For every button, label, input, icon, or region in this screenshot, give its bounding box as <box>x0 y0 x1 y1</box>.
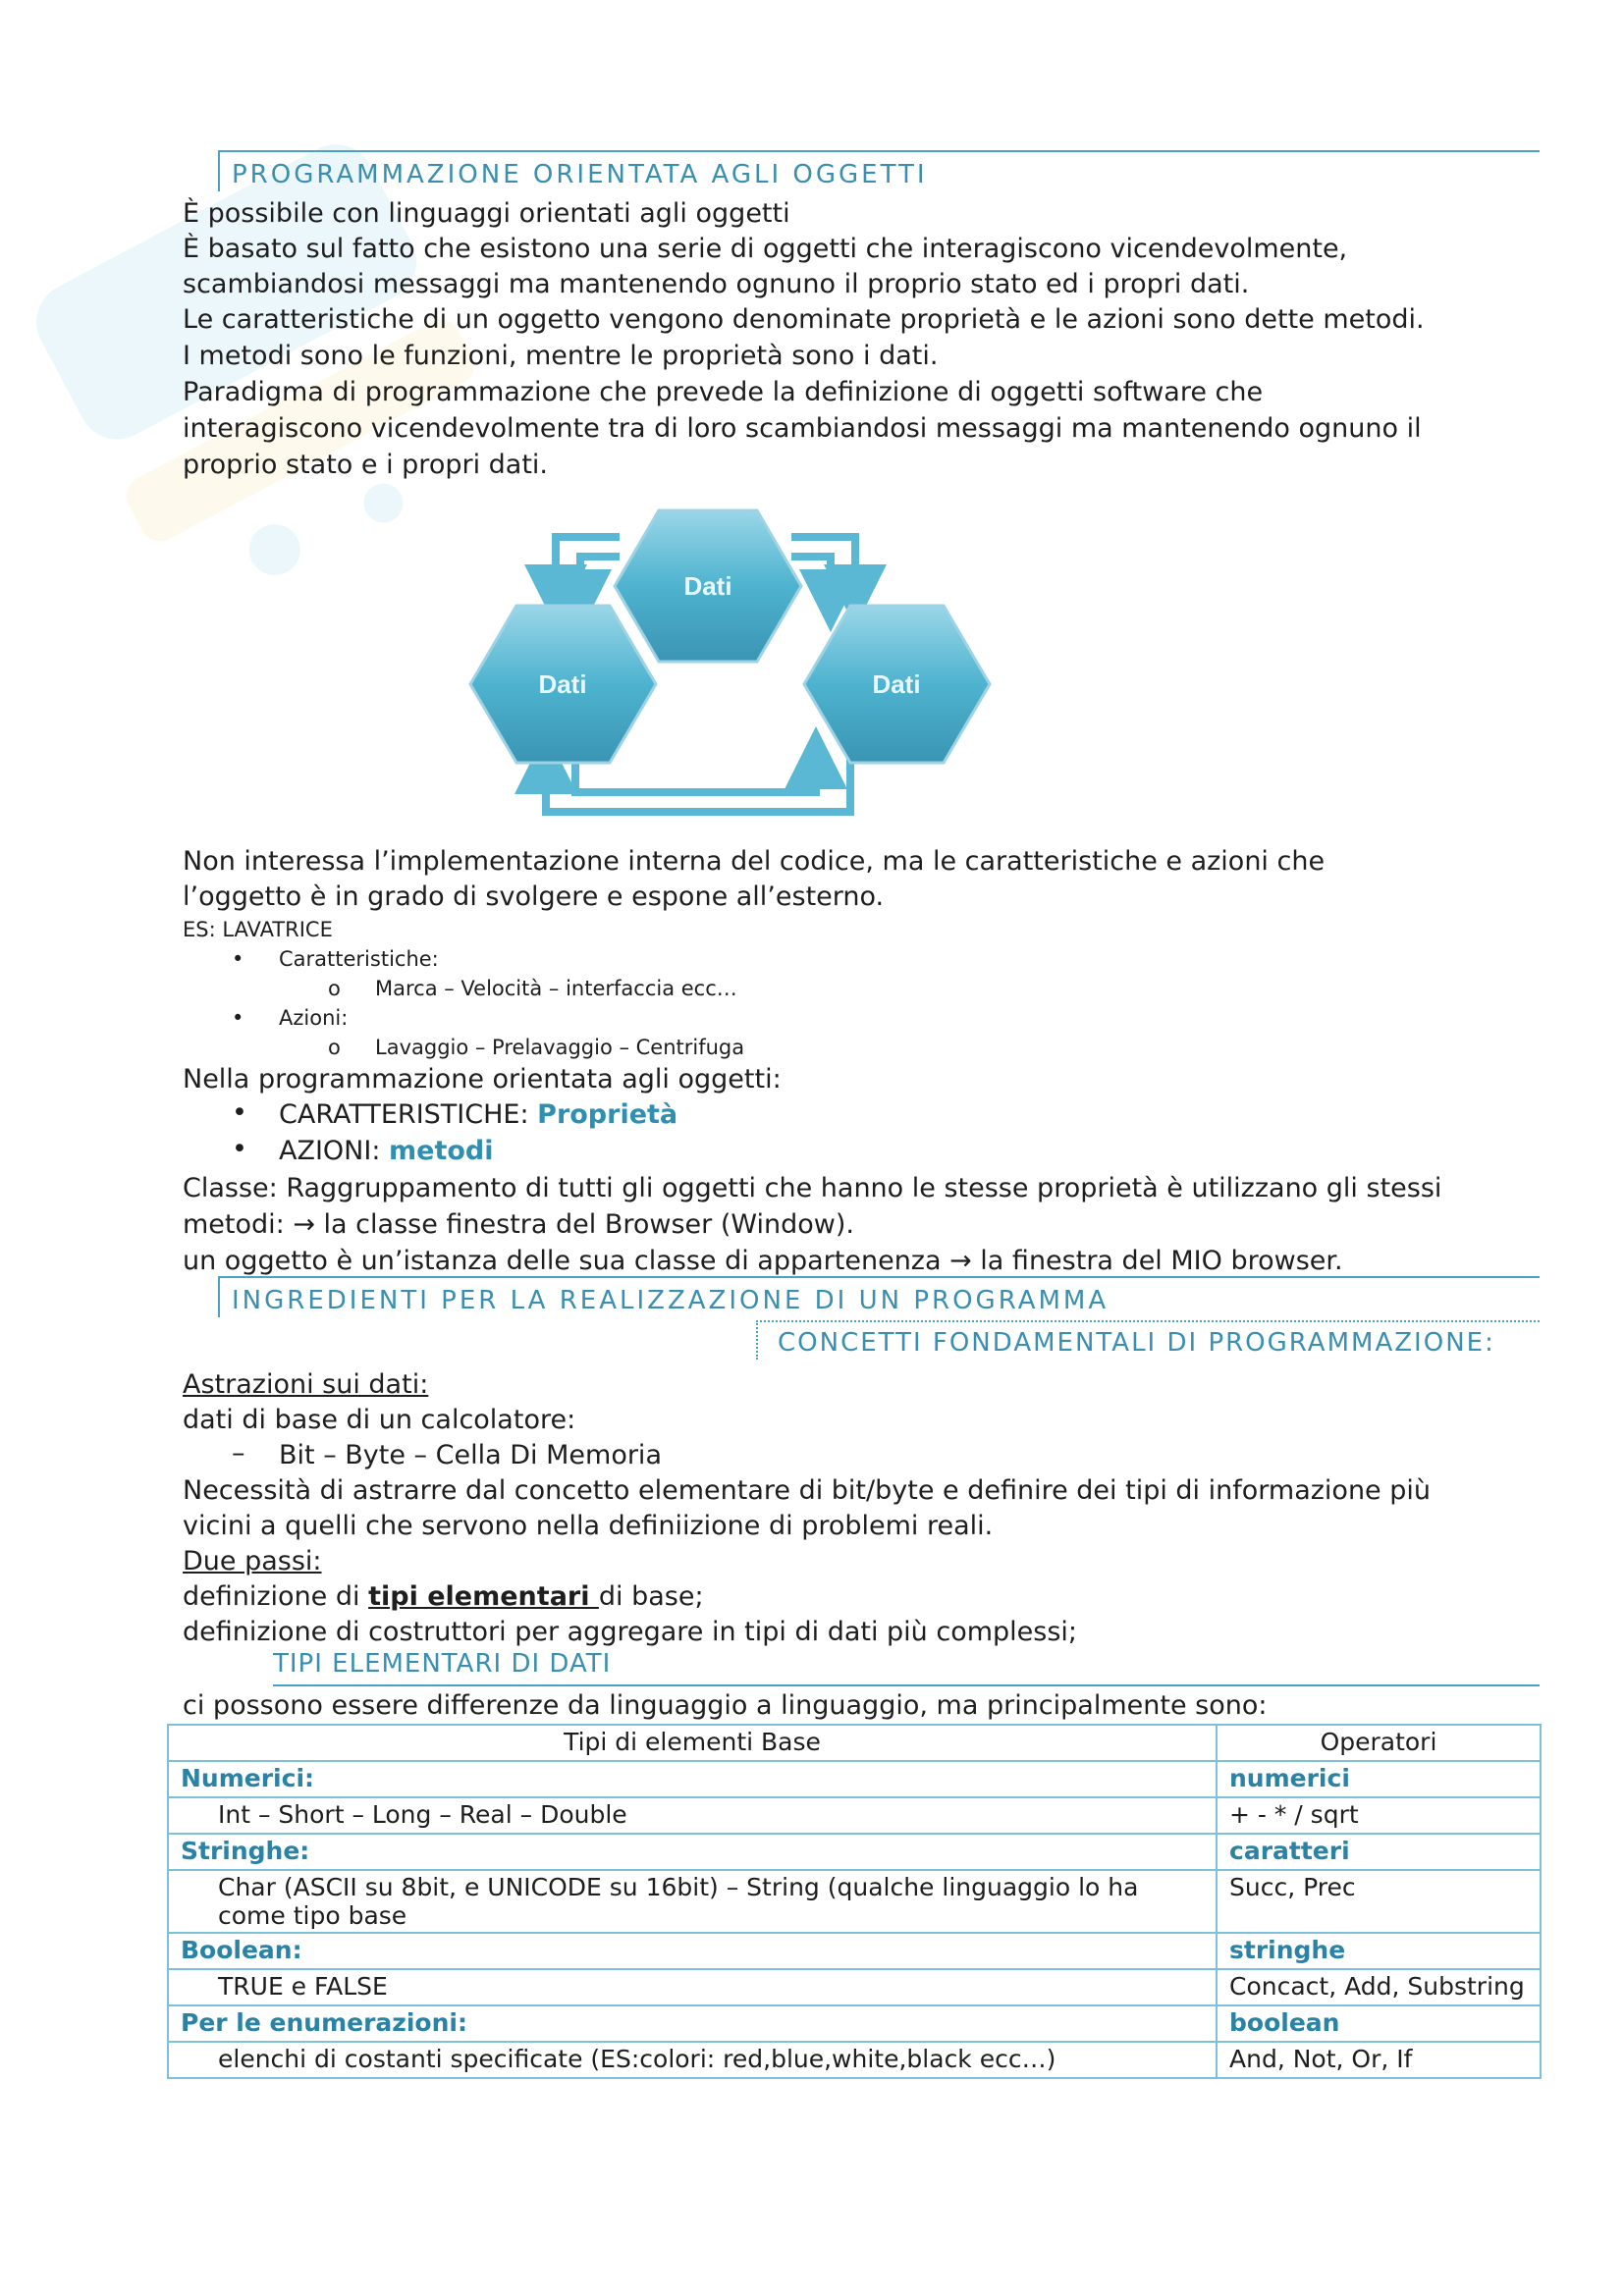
subheading-concetti <box>756 1320 1540 1360</box>
table-cell: Numerici: <box>168 1761 1217 1797</box>
table-cell: Char (ASCII su 8bit, e UNICODE su 16bit) – String (qualche linguaggio lo ha come tipo base <box>168 1870 1217 1933</box>
dash-bullet-icon: – <box>232 1438 245 1468</box>
table-cell: Stringhe: <box>168 1834 1217 1870</box>
example-azioni-label: Azioni: <box>279 1006 349 1030</box>
table-header-cell: Tipi di elementi Base <box>168 1725 1217 1761</box>
text-line: Necessità di astrarre dal concetto elementare di bit/byte e definire dei tipi di informazione più <box>183 1475 1432 1506</box>
table-row <box>168 1797 1541 1834</box>
text-line: Paradigma di programmazione che prevede la definizione di oggetti software che <box>183 377 1264 407</box>
bullet-icon: • <box>232 1097 247 1128</box>
table-cell: + - * / sqrt <box>1217 1797 1541 1834</box>
table-cell: elenchi di costanti specificate (ES:colori: red,blue,white,black ecc…) <box>168 2042 1217 2078</box>
text-line: scambiandosi messaggi ma mantenendo ognuno il proprio stato ed i propri dati. <box>183 269 1250 299</box>
table-cell: TRUE e FALSE <box>168 1969 1217 2005</box>
table-row <box>168 2005 1541 2042</box>
text-line: un oggetto è un’istanza delle sua classe di appartenenza → la finestra del MIO browser. <box>183 1246 1343 1276</box>
table-row <box>168 2042 1541 2078</box>
due-passi-heading: Due passi: <box>183 1546 322 1576</box>
arrow-top-left-inner <box>580 557 620 601</box>
circle-bullet-icon: o <box>328 1036 341 1059</box>
mapping-intro: Nella programmazione orientata agli oggetti: <box>183 1064 782 1095</box>
table-cell: Concact, Add, Substring <box>1217 1969 1541 2005</box>
bit-list: Bit – Byte – Cella Di Memoria <box>279 1440 662 1470</box>
text-line: vicini a quelli che servono nella definiizione di problemi reali. <box>183 1511 994 1541</box>
text-line: Non interessa l’implementazione interna del codice, ma le caratteristiche e azioni che <box>183 846 1326 877</box>
table-cell: Succ, Prec <box>1217 1870 1541 1933</box>
table-row <box>168 1969 1541 2005</box>
passo-2: definizione di costruttori per aggregare in tipi di dati più complessi; <box>183 1617 1078 1647</box>
types-table <box>167 1724 1542 2079</box>
mapping-line-caratteristiche: CARATTERISTICHE: Proprietà <box>279 1099 678 1130</box>
heading-text: PROGRAMMAZIONE ORIENTATA AGLI OGGETTI <box>232 160 928 189</box>
arrow-top-left-outer <box>556 537 620 596</box>
example-caratteristiche-label: Caratteristiche: <box>279 947 439 971</box>
table-cell: caratteri <box>1217 1834 1541 1870</box>
mapping-line-azioni: AZIONI: metodi <box>279 1136 494 1166</box>
node-label-left: Dati <box>538 669 587 699</box>
node-label-top: Dati <box>683 571 732 601</box>
table-cell: boolean <box>1217 2005 1541 2042</box>
example-caratteristiche-items: Marca – Velocità – interfaccia ecc… <box>375 977 737 1000</box>
objects-cycle-diagram <box>467 503 1007 831</box>
table-cell: Boolean: <box>168 1933 1217 1969</box>
text-line: l’oggetto è in grado di svolgere e espone all’esterno. <box>183 881 885 912</box>
text-line: I metodi sono le funzioni, mentre le proprietà sono i dati. <box>183 341 939 371</box>
text-line: interagiscono vicendevolmente tra di loro scambiandosi messaggi ma mantenendo ognuno il <box>183 413 1422 444</box>
text-line: È basato sul fatto che esistono una serie di oggetti che interagiscono vicendevolmente, <box>183 234 1348 264</box>
example-title: ES: LAVATRICE <box>183 918 333 941</box>
table-cell: Int – Short – Long – Real – Double <box>168 1797 1217 1834</box>
section-heading-ingredienti <box>218 1276 1540 1317</box>
arrow-bottom-inner <box>575 758 816 792</box>
passo-1: definizione di tipi elementari di base; <box>183 1581 704 1612</box>
table-header-cell: Operatori <box>1217 1725 1541 1761</box>
table-row <box>168 1933 1541 1969</box>
section-heading-tipi <box>273 1647 1540 1686</box>
example-azioni-items: Lavaggio – Prelavaggio – Centrifuga <box>375 1036 745 1059</box>
bullet-icon: • <box>232 1134 247 1164</box>
section-heading-oop <box>218 150 1540 191</box>
table-cell: Per le enumerazioni: <box>168 2005 1217 2042</box>
heading-text: TIPI ELEMENTARI DI DATI <box>273 1649 612 1679</box>
table-row <box>168 1834 1541 1870</box>
tipi-intro: ci possono essere differenze da linguaggio a linguaggio, ma principalmente sono: <box>183 1690 1268 1721</box>
text-line: Le caratteristiche di un oggetto vengono denominate proprietà e le azioni sono dette metodi. <box>183 304 1425 335</box>
table-header-row <box>168 1725 1541 1761</box>
node-label-right: Dati <box>872 669 921 699</box>
table-cell: stringhe <box>1217 1933 1541 1969</box>
text-line: Classe: Raggruppamento di tutti gli oggetti che hanno le stesse proprietà è utilizzano gli stessi <box>183 1173 1442 1203</box>
heading-text: INGREDIENTI PER LA REALIZZAZIONE DI UN PROGRAMMA <box>232 1286 1110 1315</box>
circle-bullet-icon: o <box>328 977 341 1000</box>
bullet-icon: • <box>232 947 244 971</box>
table-cell: And, Not, Or, If <box>1217 2042 1541 2078</box>
text-line: metodi: → la classe finestra del Browser (Window). <box>183 1209 854 1240</box>
bullet-icon: • <box>232 1006 244 1030</box>
table-row <box>168 1870 1541 1933</box>
table-cell: numerici <box>1217 1761 1541 1797</box>
dati-base-line: dati di base di un calcolatore: <box>183 1405 576 1435</box>
subheading-text: CONCETTI FONDAMENTALI DI PROGRAMMAZIONE: <box>778 1328 1495 1358</box>
astrazioni-heading: Astrazioni sui dati: <box>183 1369 429 1400</box>
table-row <box>168 1761 1541 1797</box>
text-line: È possibile con linguaggi orientati agli oggetti <box>183 198 790 229</box>
text-line: proprio stato e i propri dati. <box>183 450 549 480</box>
